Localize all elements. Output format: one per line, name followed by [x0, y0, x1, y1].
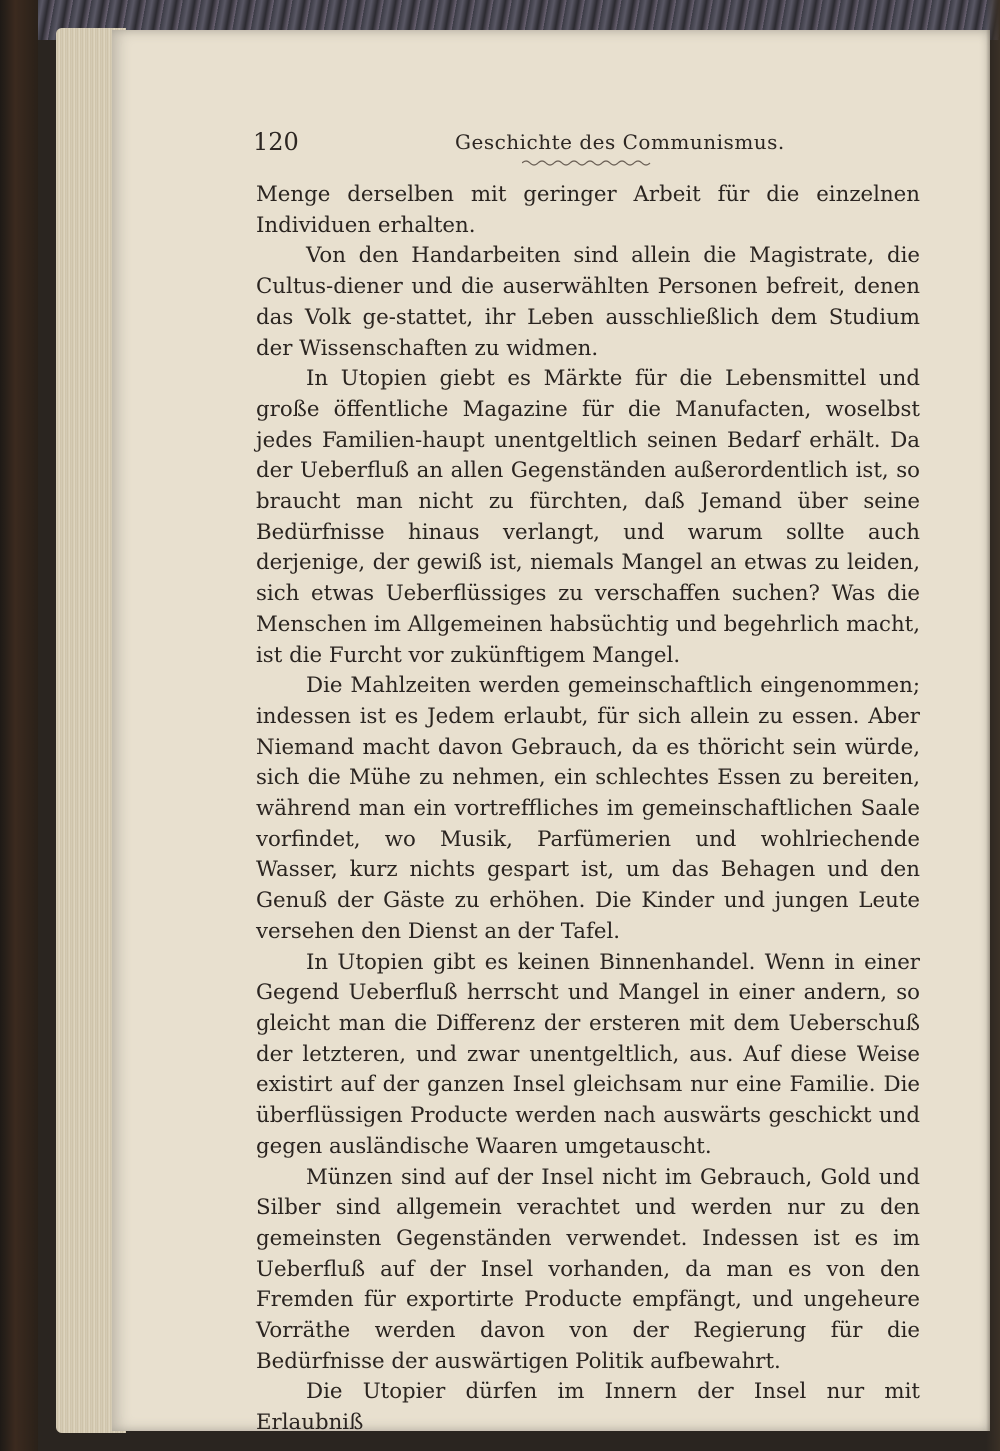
paragraph-4: Die Mahlzeiten werden gemeinschaftlich eingenommen; indessen ist es Jedem erlaubt, für sich allein zu essen. Aber Niemand macht davon Gebrauch, da es thöricht sein würde, sich die Mühe zu nehmen, ein schlechtes Essen zu bereiten, während man ein vortreffliches im gemeinschaftlichen Saale vorfindet, wo Musik, Parfümerien und wohlriechende Wasser, kurz nichts gespart ist, um das Behagen und den Genuß der Gäste zu erhöhen. Die Kinder und jungen Leute versehen den Dienst an der Tafel. — [256, 673, 920, 944]
paragraph-1: Menge derselben mit geringer Arbeit für die einzelnen Individuen erhalten. — [256, 182, 920, 238]
page-shadow — [986, 0, 1000, 1451]
book-binding — [0, 0, 38, 1451]
page-number: 120 — [253, 128, 299, 156]
paragraph-6: Münzen sind auf der Insel nicht im Gebrauch, Gold und Silber sind allgemein verachtet und werden nur zu den gemeinsten Gegenständen verwendet. Indessen ist es im Ueberfluß auf der Insel vorhanden, da man es von den Fremden für exportirte Producte empfängt, und ungeheure Vorräthe werden davon von der Regierung für die Bedürfnisse der auswärtigen Politik aufbewahrt. — [256, 1164, 920, 1374]
paragraph-5: In Utopien gibt es keinen Binnenhandel. Wenn in einer Gegend Ueberfluß herrscht und Mangel in einer andern, so gleicht man die Differenz der ersteren mit dem Ueberschuß der letzteren, und zwar unentgeltlich, aus. Auf diese Weise existirt auf der ganzen Insel gleichsam nur eine Familie. Die überflüssigen Producte werden nach auswärts geschickt und gegen ausländische Waaren umgetauscht. — [256, 949, 920, 1159]
paragraph-7: Die Utopier dürfen im Innern der Insel nur mit Erlaubniß — [256, 1379, 920, 1436]
wavy-ornament — [522, 158, 652, 168]
paragraph-3: In Utopien giebt es Märkte für die Lebensmittel und große öffentliche Magazine für die Manufacten, woselbst jedes Familien-haupt unentgeltlich seinen Bedarf erhält. Da der Ueberfluß an allen Gegenständen außerordentlich ist, so braucht man nicht zu fürchten, daß Jemand über seine Bedürfnisse hinaus verlangt, und warum sollte auch derjenige, der gewiß ist, niemals Mangel an etwas zu leiden, sich etwas Ueberflüssiges zu verschaffen suchen? Was die Menschen im Allgemeinen habsüchtig und begehrlich macht, ist die Furcht vor zukünftigem Mangel. — [256, 366, 920, 668]
running-title: Geschichte des Communismus. — [455, 130, 785, 154]
body-text — [256, 180, 920, 1439]
paragraph-2: Von den Handarbeiten sind allein die Magistrate, die Cultus-diener und die auserwählten Personen befreit, denen das Volk ge-stattet, ihr Leben ausschließlich dem Studium der Wissenschaften zu widmen. — [256, 243, 920, 361]
